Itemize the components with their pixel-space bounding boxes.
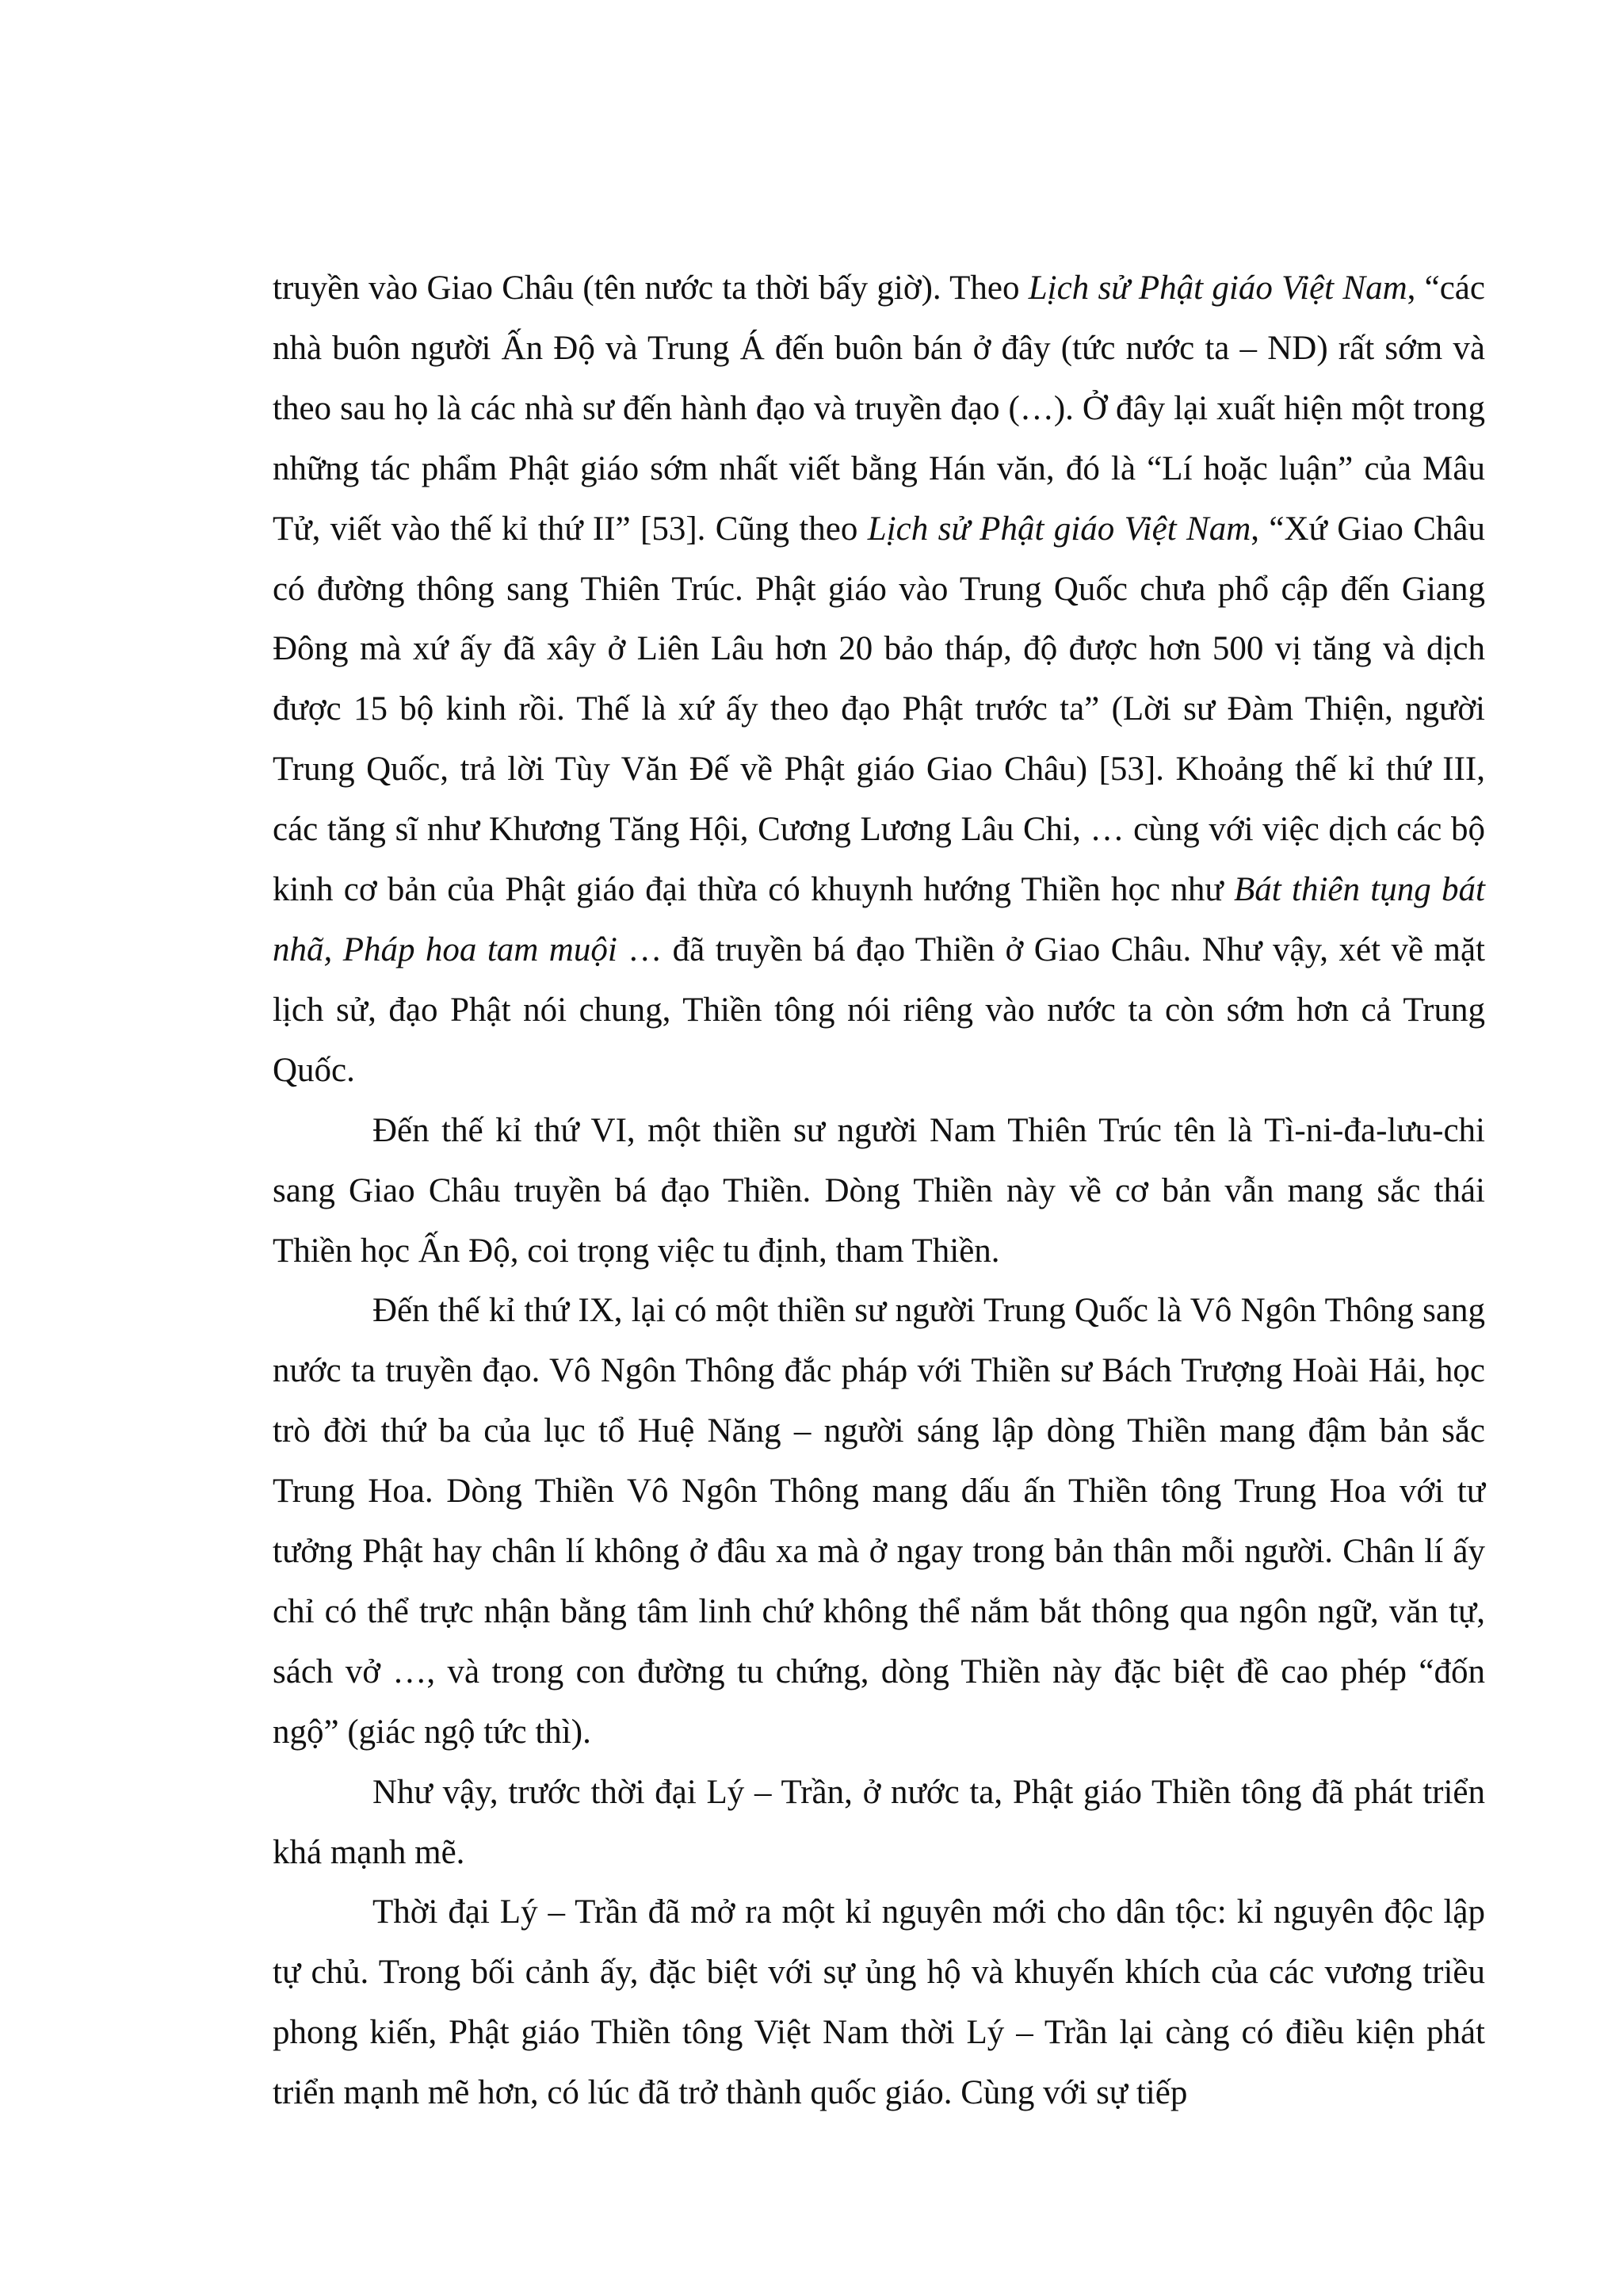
italic-title-text: Bát thiên tụng bát nhã, Pháp hoa tam muội [273,871,1485,968]
body-paragraph [273,1882,1485,2123]
paragraph-text: Đến thế kỉ thứ VI, một thiền sư người Nam Thiên Trúc tên là Tì-ni-đa-lưu-chi sang Giao Châu truyền bá đạo Thiền. Dòng Thiền này về cơ bản vẫn mang sắc thái Thiền học Ấn Độ, coi trọng việc tu định, tham Thiền. [273,1111,1485,1270]
paragraph-text: Đến thế kỉ thứ IX, lại có một thiền sư người Trung Quốc là Vô Ngôn Thông sang nước ta truyền đạo. Vô Ngôn Thông đắc pháp với Thiền sư Bách Trượng Hoài Hải, học trò đời thứ ba của lục tổ Huệ Năng – người sáng lập dòng Thiền mang đậm bản sắc Trung Hoa. Dòng Thiền Vô Ngôn Thông mang dấu ấn Thiền tông Trung Hoa với tư tưởng Phật hay chân lí không ở đâu xa mà ở ngay trong bản thân mỗi người. Chân lí ấy chỉ có thể trực nhận bằng tâm linh chứ không thể nắm bắt thông qua ngôn ngữ, văn tự, sách vở …, và trong con đường tu chứng, dòng Thiền này đặc biệt đề cao phép “đốn ngộ” (giác ngộ tức thì). [273,1292,1485,1751]
italic-title-text: Lịch sử Phật giáo Việt Nam [867,510,1251,548]
paragraph-text: , “Xứ Giao Châu có đường thông sang Thiên Trúc. Phật giáo vào Trung Quốc chưa phổ cập đến Giang Đông mà xứ ấy đã xây ở Liên Lâu hơn 20 bảo tháp, độ được hơn 500 vị tăng và dịch được 15 bộ kinh rồi. Thế là xứ ấy theo đạo Phật trước ta” (Lời sư Đàm Thiện, người Trung Quốc, trả lời Tùy Văn Đế về Phật giáo Giao Châu) [53]. Khoảng thế kỉ thứ III, các tăng sĩ như Khương Tăng Hội, Cương Lương Lâu Chi, … cùng với việc dịch các bộ kinh cơ bản của Phật giáo đại thừa có khuynh hướng Thiền học như [273,510,1485,909]
body-paragraph [273,258,1485,1101]
body-paragraph [273,1281,1485,1762]
body-paragraph [273,1101,1485,1282]
italic-title-text: Lịch sử Phật giáo Việt Nam [1028,269,1407,307]
paragraph-text: , “các nhà buôn người Ấn Độ và Trung Á đến buôn bán ở đây (tức nước ta – ND) rất sớm và theo sau họ là các nhà sư đến hành đạo và truyền đạo (…). Ở đây lại xuất hiện một trong những tác phẩm Phật giáo sớm nhất viết bằng Hán văn, đó là “Lí hoặc luận” của Mâu Tử, viết vào thế kỉ thứ II” [53]. Cũng theo [273,269,1485,548]
paragraph-text: Thời đại Lý – Trần đã mở ra một kỉ nguyên mới cho dân tộc: kỉ nguyên độc lập tự chủ. Trong bối cảnh ấy, đặc biệt với sự ủng hộ và khuyến khích của các vương triều phong kiến, Phật giáo Thiền tông Việt Nam thời Lý – Trần lại càng có điều kiện phát triển mạnh mẽ hơn, có lúc đã trở thành quốc giáo. Cùng với sự tiếp [273,1893,1485,2112]
paragraph-text: Như vậy, trước thời đại Lý – Trần, ở nước ta, Phật giáo Thiền tông đã phát triển khá mạnh mẽ. [273,1773,1485,1871]
document-page [273,258,1485,2123]
paragraph-text: truyền vào Giao Châu (tên nước ta thời bấy giờ). Theo [273,269,1029,307]
body-paragraph [273,1763,1485,1883]
paragraph-text: … đã truyền bá đạo Thiền ở Giao Châu. Như vậy, xét về mặt lịch sử, đạo Phật nói chung, Thiền tông nói riêng vào nước ta còn sớm hơn cả Trung Quốc. [273,930,1485,1089]
